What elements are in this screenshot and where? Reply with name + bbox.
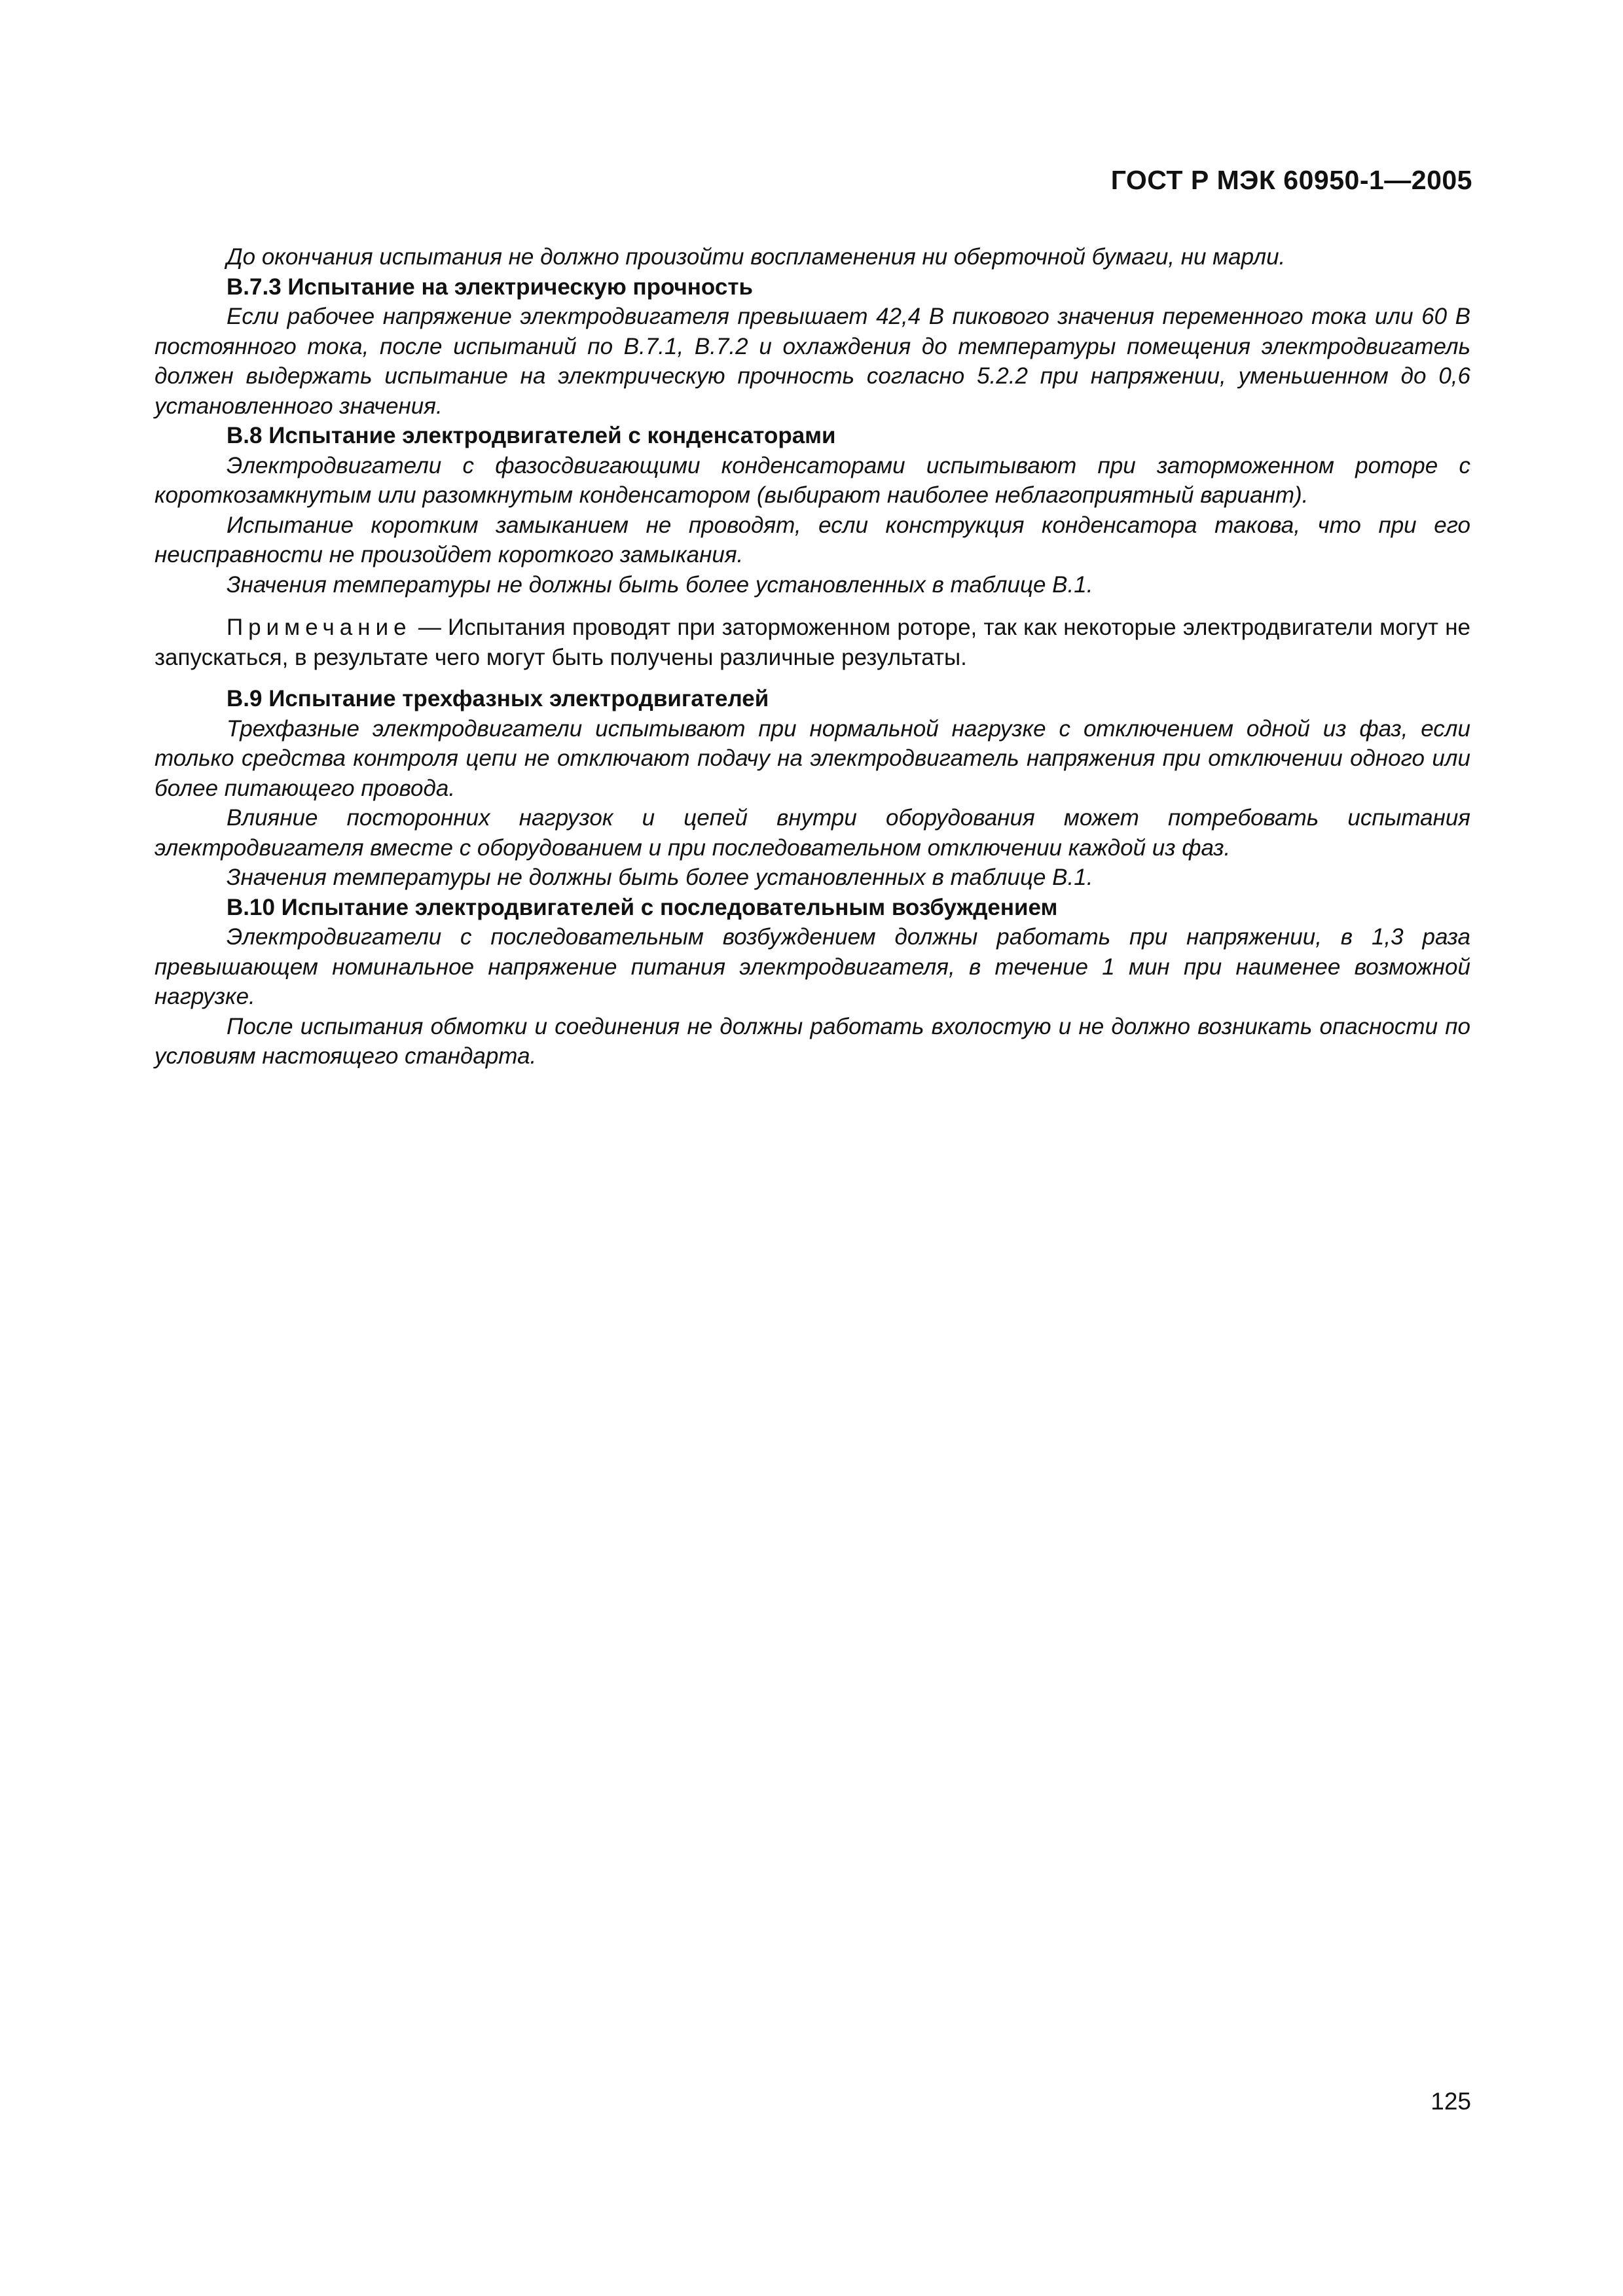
- section-heading-b8: В.8 Испытание электродвигателей с конденсаторами: [227, 423, 836, 448]
- section-heading-b9: В.9 Испытание трехфазных электродвигателей: [227, 686, 769, 711]
- document-code-header: ГОСТ Р МЭК 60950-1—2005: [1110, 165, 1472, 195]
- paragraph-b10-1: Электродвигатели с последовательным возбуждением должны работать при напряжении, в 1,3 раза превышающем номинальное напряжение питания электродвигателя, в течение 1 мин при наименее возможной нагрузке.: [155, 924, 1470, 1009]
- section-heading-b7-3: В.7.3 Испытание на электрическую прочность: [227, 274, 753, 300]
- paragraph-b10-2: После испытания обмотки и соединения не должны работать вхолостую и не должно возникать опасности по условиям настоящего стандарта.: [155, 1013, 1470, 1069]
- note-text: — Испытания проводят при заторможенном роторе, так как некоторые электродвигатели могут не запускаться, в результате чего могут быть получены различные результаты.: [155, 615, 1470, 670]
- paragraph-b9-3: Значения температуры не должны быть более установленных в таблице В.1.: [227, 865, 1093, 890]
- section-heading-b10: В.10 Испытание электродвигателей с последовательным возбуждением: [227, 894, 1058, 920]
- paragraph-intro: До окончания испытания не должно произойти воспламенения ни оберточной бумаги, ни марли.: [227, 244, 1286, 270]
- note: [155, 613, 1470, 672]
- paragraph-b8-3: Значения температуры не должны быть более установленных в таблице В.1.: [227, 571, 1093, 598]
- paragraph-b7-3: Если рабочее напряжение электродвигателя превышает 42,4 В пикового значения переменного тока или 60 В постоянного тока, после испытаний по В.7.1, В.7.2 и охлаждения до температуры помещения электродвигатель должен выдержать испытание на электрическую прочность согласно 5.2.2 при напряжении, уменьшенном до 0,6 установленного значения.: [155, 304, 1470, 419]
- note-label: Примечание: [227, 615, 412, 640]
- paragraph-b9-1: Трехфазные электродвигатели испытывают при нормальной нагрузке с отключением одной из фаз, если только средства контроля цепи не отключают подачу на электродвигатель напряжения при отключении одного или более питающего провода.: [155, 715, 1470, 801]
- paragraph-b9-2: Влияние посторонних нагрузок и цепей внутри оборудования может потребовать испытания электродвигателя вместе с оборудованием и при последовательном отключении каждой из фаз.: [155, 805, 1470, 861]
- page-number: 125: [1431, 2088, 1471, 2115]
- paragraph-b8-2: Испытание коротким замыканием не проводят, если конструкция конденсатора такова, что при его неисправности не произойдет короткого замыкания.: [155, 512, 1470, 567]
- document-body: [155, 242, 1470, 1071]
- paragraph-b8-1: Электродвигатели с фазосдвигающими конденсаторами испытывают при заторможенном роторе с короткозамкнутым или разомкнутым конденсатором (выбирают наиболее неблагоприятный вариант).: [155, 452, 1470, 508]
